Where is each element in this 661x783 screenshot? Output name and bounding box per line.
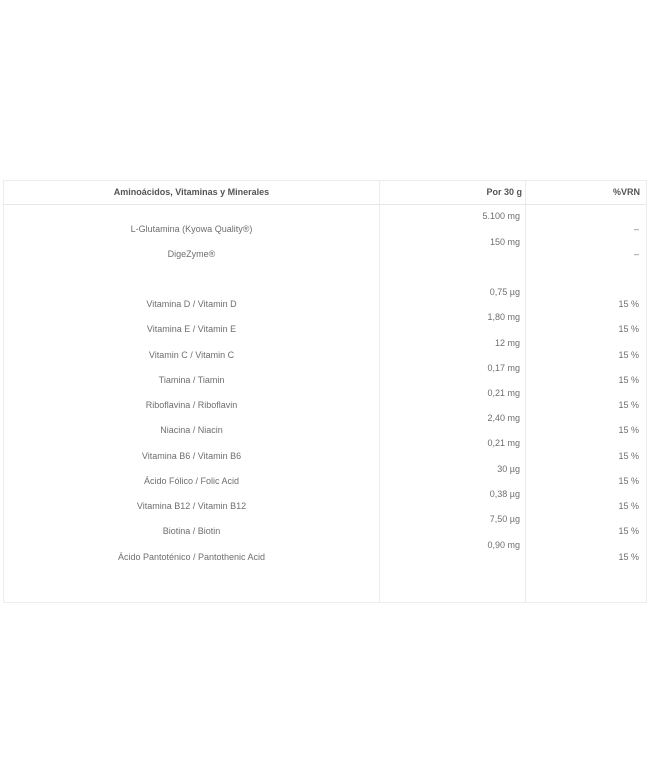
nutrient-amount: 7,50 µg	[489, 514, 520, 524]
nutrient-name: Ácido Fólico / Folic Acid	[143, 476, 240, 486]
nutrient-vrn: –	[633, 224, 639, 234]
nutrient-vrn: 15 %	[618, 425, 639, 435]
nutrient-amount: 0,90 mg	[487, 540, 520, 550]
nutrient-vrn: –	[633, 249, 639, 259]
nutrient-name: Vitamin C / Vitamin C	[148, 350, 235, 360]
nutrient-vrn: 15 %	[618, 526, 639, 536]
nutrient-vrn: 15 %	[618, 350, 639, 360]
column-divider	[525, 181, 526, 602]
nutrient-name: Tiamina / Tiamin	[158, 375, 225, 385]
nutrient-amount: 2,40 mg	[487, 413, 520, 423]
nutrient-name: Vitamina D / Vitamin D	[146, 299, 237, 309]
nutrient-name: Vitamina B12 / Vitamin B12	[136, 501, 247, 511]
nutrient-vrn: 15 %	[618, 451, 639, 461]
nutrient-name: DigeZyme®	[167, 249, 216, 259]
nutrient-name: Biotina / Biotin	[162, 526, 221, 536]
nutrient-amount: 5.100 mg	[482, 211, 520, 221]
nutrient-name: L-Glutamina (Kyowa Quality®)	[130, 224, 253, 234]
nutrient-amount: 1,80 mg	[487, 312, 520, 322]
nutrient-name: Vitamina B6 / Vitamin B6	[141, 451, 242, 461]
nutrient-amount: 12 mg	[494, 338, 520, 348]
nutrient-amount: 0,21 mg	[487, 388, 520, 398]
nutrient-amount: 0,38 µg	[489, 489, 520, 499]
header-nutrients: Aminoácidos, Vitaminas y Minerales	[113, 187, 270, 197]
nutrient-vrn: 15 %	[618, 400, 639, 410]
nutrient-name: Niacina / Niacin	[160, 425, 223, 435]
nutrient-vrn: 15 %	[618, 552, 639, 562]
nutrient-amount: 0,21 mg	[487, 438, 520, 448]
nutrient-amount: 30 µg	[497, 464, 520, 474]
nutrient-name: Riboflavina / Riboflavin	[145, 400, 238, 410]
nutrient-name: Ácido Pantoténico / Pantothenic Acid	[117, 552, 266, 562]
header-vrn: %VRN	[612, 187, 640, 197]
nutrient-amount: 150 mg	[489, 237, 520, 247]
nutrient-vrn: 15 %	[618, 324, 639, 334]
nutrient-vrn: 15 %	[618, 375, 639, 385]
nutrient-vrn: 15 %	[618, 476, 639, 486]
nutrient-amount: 0,17 mg	[487, 363, 520, 373]
nutrient-name: Vitamina E / Vitamin E	[146, 324, 237, 334]
header-divider	[4, 204, 646, 205]
nutrient-vrn: 15 %	[618, 501, 639, 511]
nutrient-amount: 0,75 µg	[489, 287, 520, 297]
nutrient-vrn: 15 %	[618, 299, 639, 309]
nutrition-table	[3, 180, 647, 603]
header-per-serving: Por 30 g	[486, 187, 522, 197]
